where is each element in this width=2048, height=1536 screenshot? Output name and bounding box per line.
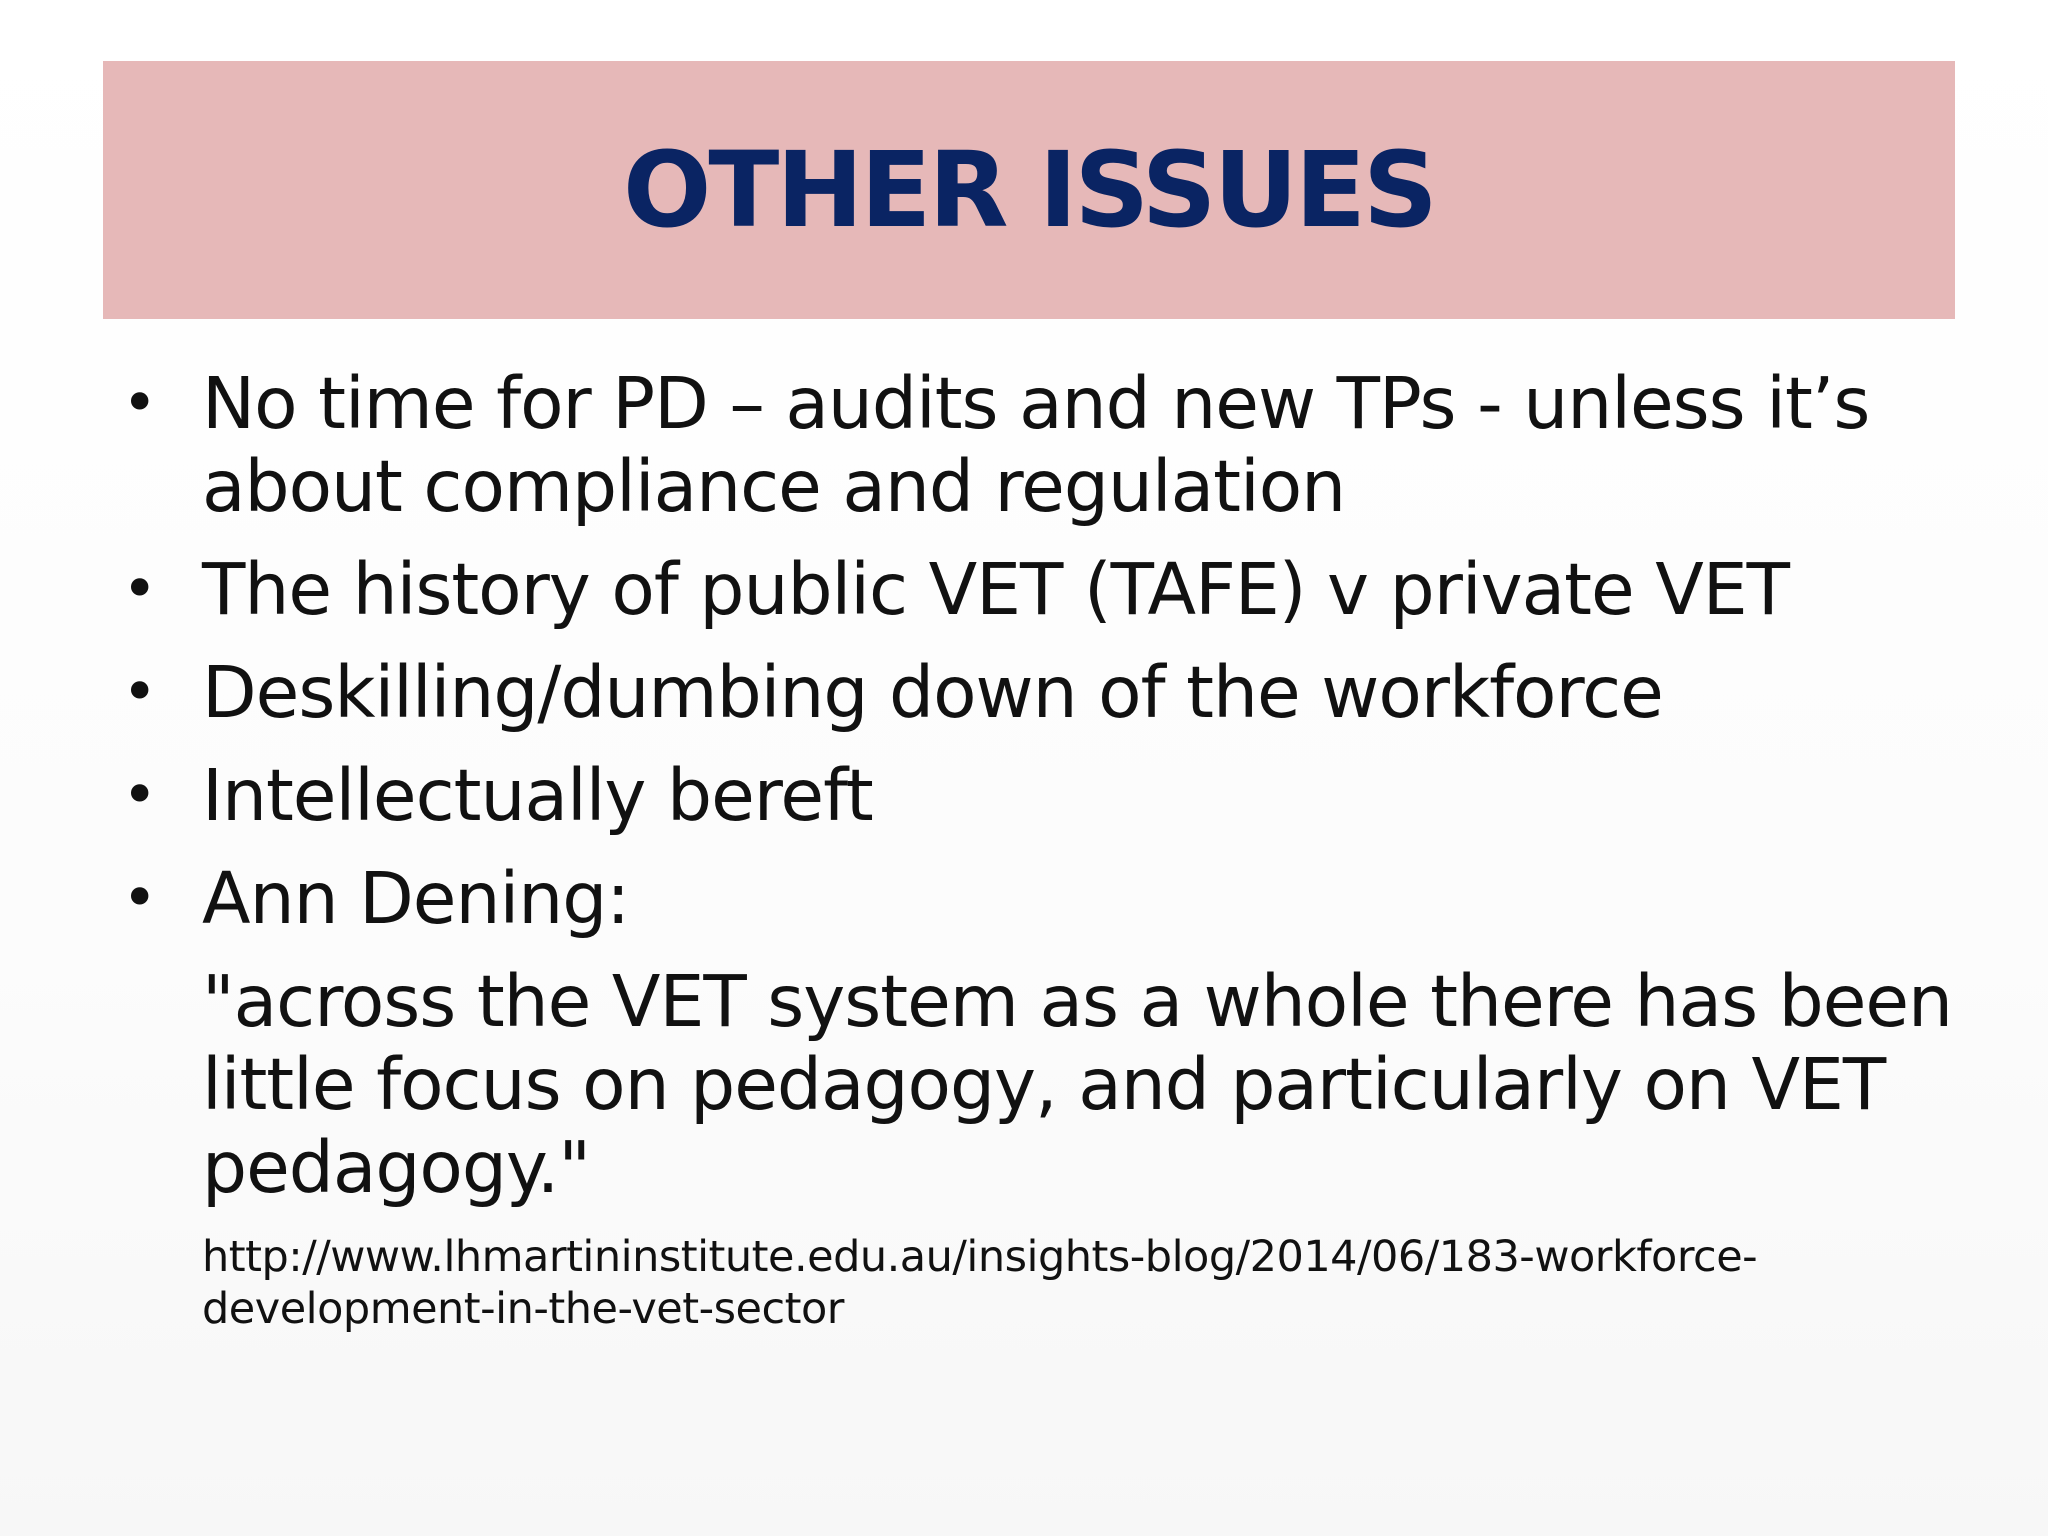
bullet-icon: • <box>122 760 157 830</box>
quotation-text: "across the VET system as a whole there has been little focus on pedagogy, and particularly on VET pedagogy." <box>202 960 1953 1209</box>
bullet-item <box>118 548 1978 631</box>
slide-content <box>118 362 1978 1335</box>
bullet-icon: • <box>122 863 157 933</box>
bullet-item <box>118 651 1978 734</box>
source-url-link[interactable]: http://www.lhmartininstitute.edu.au/insights-blog/2014/06/183-workforce-development-in-the-vet-sector <box>202 1232 1758 1334</box>
slide-title: OTHER ISSUES <box>623 129 1435 251</box>
bullet-icon: • <box>122 368 157 438</box>
bullet-icon: • <box>122 657 157 727</box>
bullet-text: Intellectually bereft <box>202 754 873 837</box>
bullet-icon: • <box>122 554 157 624</box>
bullet-list <box>118 362 1978 940</box>
title-banner <box>103 61 1955 319</box>
bullet-item <box>118 754 1978 837</box>
bullet-text: Deskilling/dumbing down of the workforce <box>202 651 1663 734</box>
bullet-text: The history of public VET (TAFE) v private VET <box>202 548 1790 631</box>
bullet-item <box>118 362 1978 528</box>
bullet-text: Ann Dening: <box>202 857 630 940</box>
bullet-item <box>118 857 1978 940</box>
bullet-text: No time for PD – audits and new TPs - unless it’s about compliance and regulation <box>202 362 1870 528</box>
